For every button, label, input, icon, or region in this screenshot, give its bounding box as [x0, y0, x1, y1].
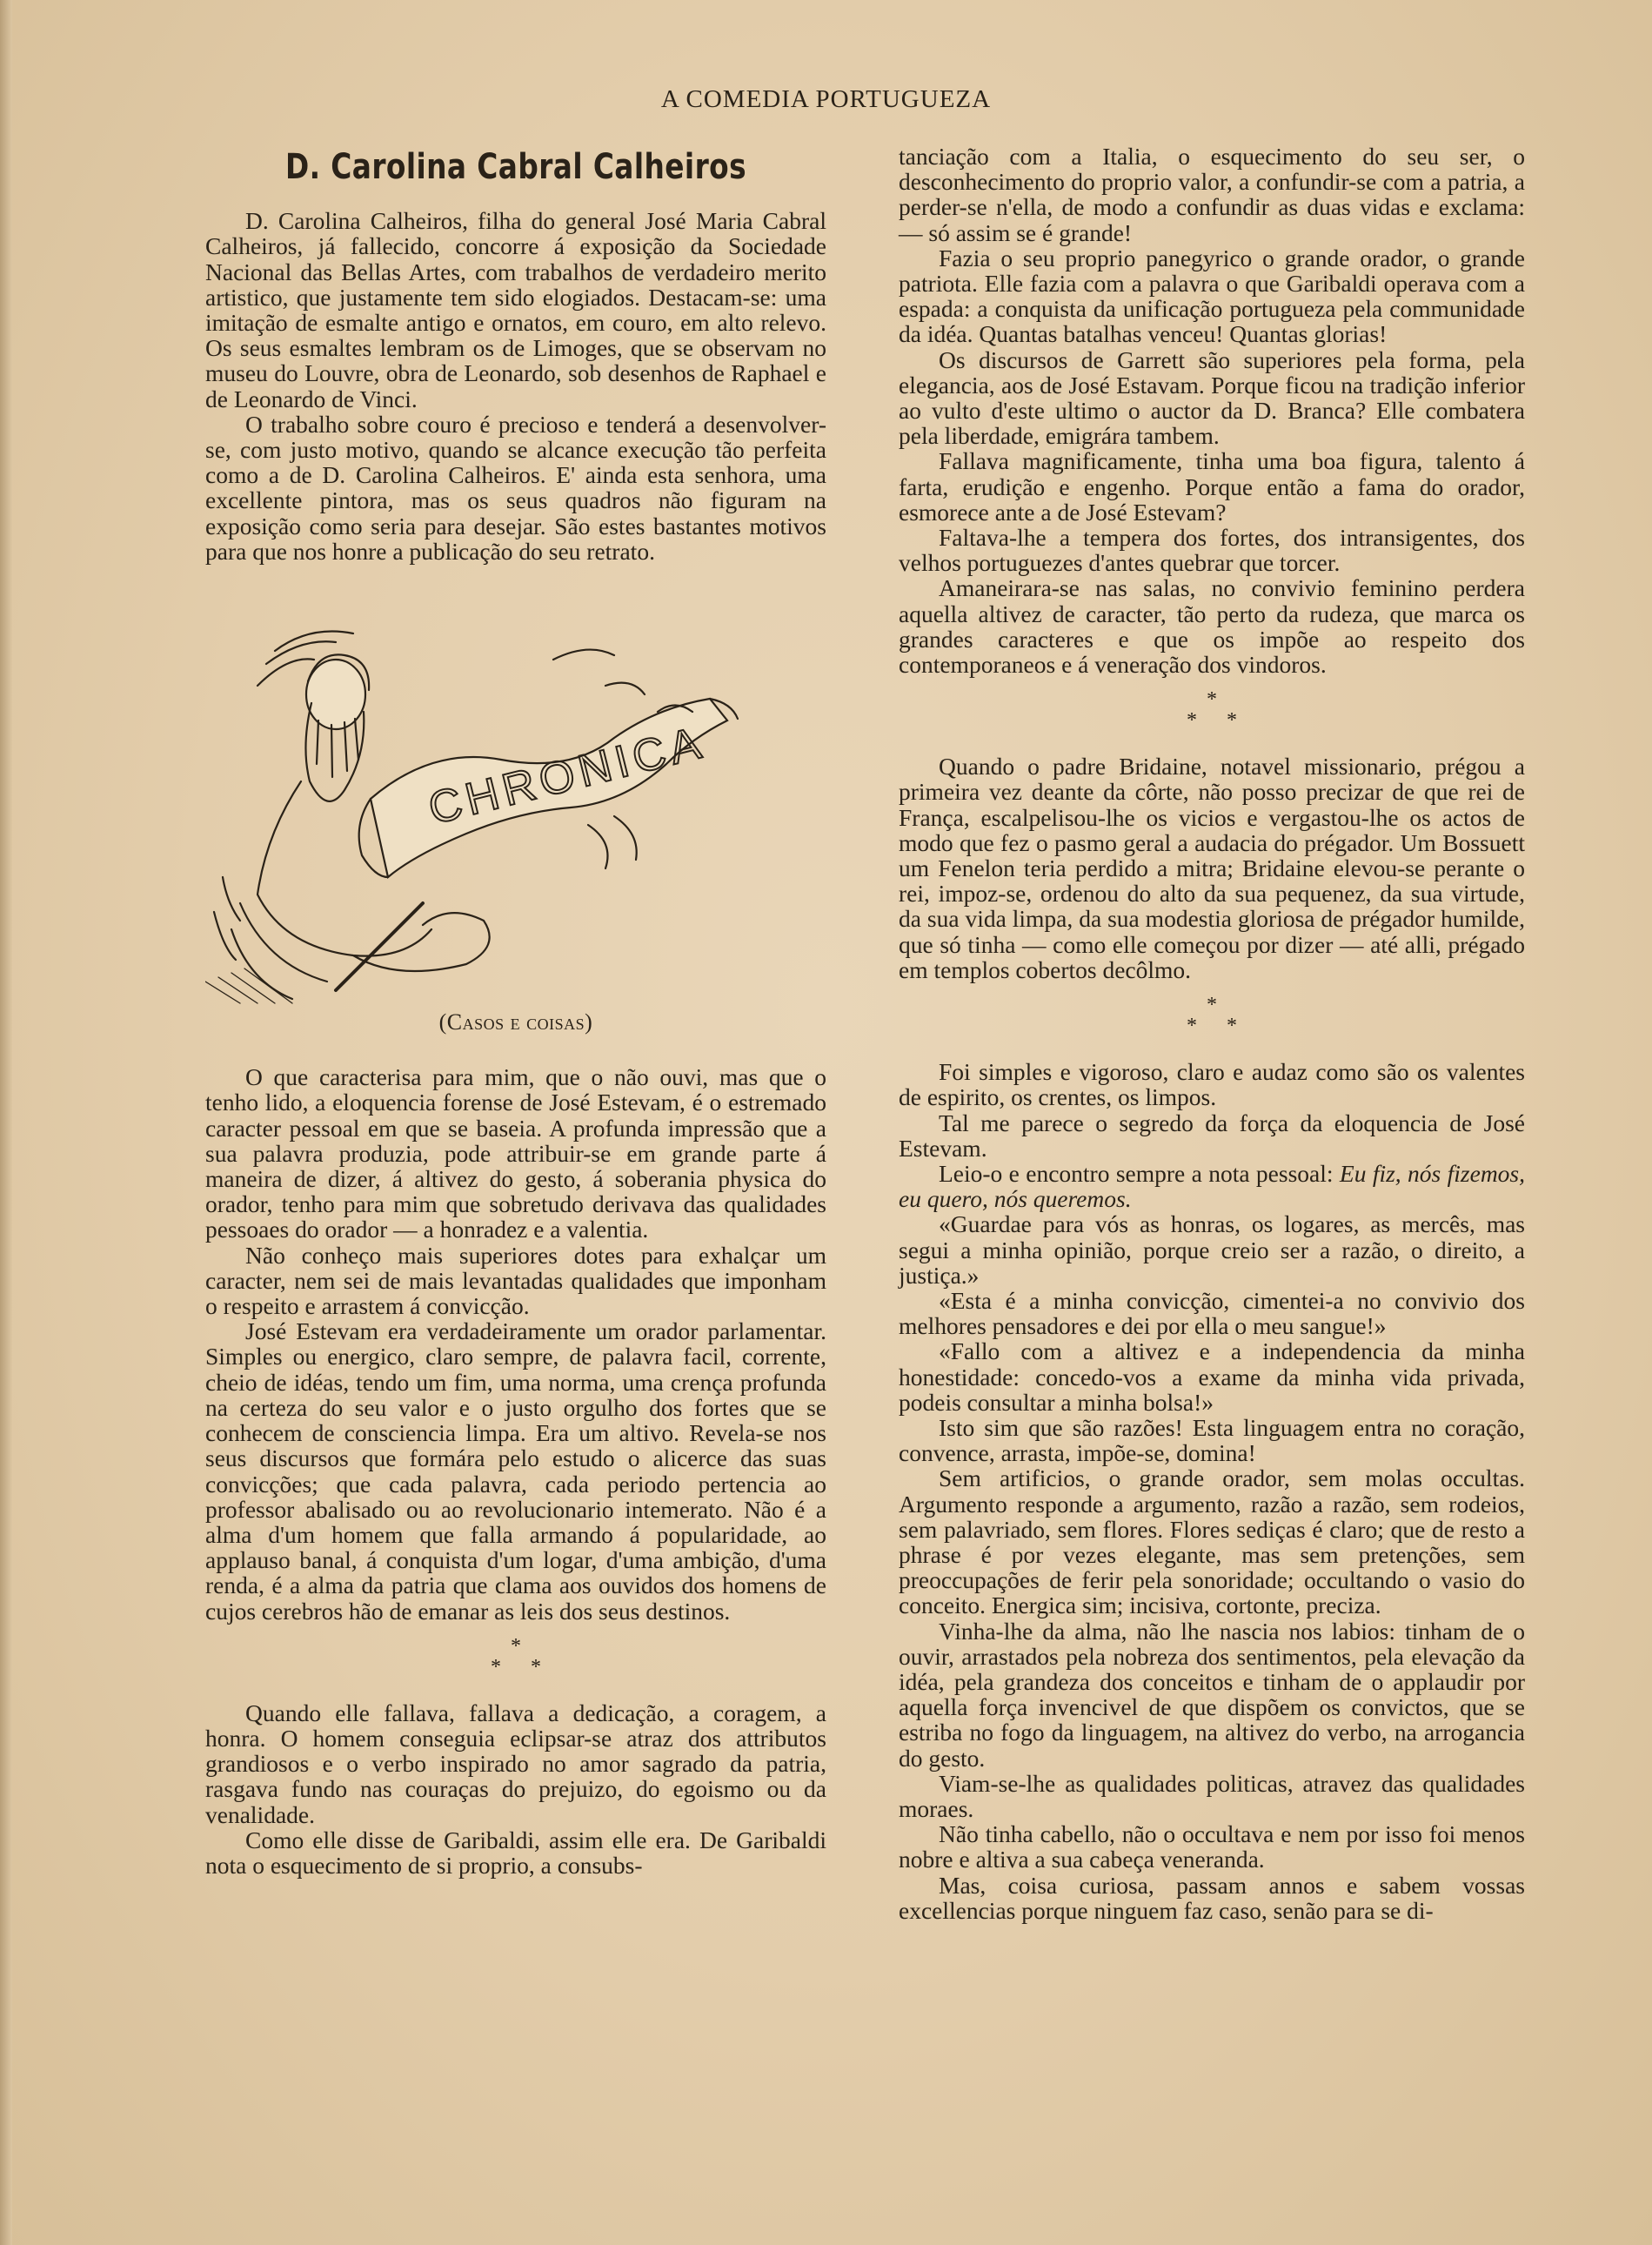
body-paragraph: Vinha-lhe da alma, não lhe nascia nos labios: tinham de o ouvir, arrastados pela nobreza dos sentimentos, pela elevação da idéa, pela grandeza dos conceitos e tinham de o applaudir por aquella força invencivel de que dispõem os convictos, que se estriba no fogo da linguagem, na altivez do verbo, na arrogancia do gesto. — [899, 1617, 1525, 1772]
body-paragraph: José Estevam era verdadeiramente um orador parlamentar. Simples ou energico, claro sempre, de palavra facil, corrente, cheio de idéas, tendo um fim, uma norma, uma crença profunda na certeza do seu valor e o justo orgulho dos fortes que se conhecem de consciencia limpa. Era um altivo. Revela-se nos seus discursos que formára pelo estudo o alicerce das suas convicções; que cada palavra, cada periodo pertencia ao professor abalisado ou ao revolucionario intemerato. Não é a alma d'um homem que falla armando á popularidade, ao applauso banal, á conquista d'um logar, d'uma ambição, d'uma renda, é a alma da patria que clama aos ouvidos dos homens de cujos cerebros hão de emanar as leis dos seus destinos. — [205, 1317, 826, 1625]
body-paragraph: «Fallo com a altivez e a independencia da minha honestidade: concedo-vos a exame da minha vida privada, podeis consultar a minha bolsa!» — [899, 1337, 1525, 1416]
body-paragraph: Os discursos de Garrett são superiores pela forma, pela elegancia, aos de José Estavam. Porque ficou na tradição inferior ao vulto d'este ultimo o auctor da D. Branca? Elle combatera pela liberdade, emigrára tambem. — [899, 345, 1525, 450]
running-head: A COMEDIA PORTUGUEZA — [660, 85, 992, 113]
body-paragraph: Isto sim que são razões! Esta linguagem entra no coração, convence, arrasta, impõe-se, domina! — [899, 1413, 1525, 1467]
right-column — [899, 144, 1525, 1923]
body-paragraph: Faltava-lhe a tempera dos fortes, dos intransigentes, dos velhos portuguezes d'antes quebrar que torcer. — [899, 524, 1525, 577]
body-paragraph: Foi simples e vigoroso, claro e audaz como são os valentes de espirito, os crentes, os limpos. — [899, 1058, 1525, 1111]
chronica-illustration — [205, 616, 826, 1008]
intro-paragraph: O trabalho sobre couro é precioso e tenderá a desenvolver-se, com justo motivo, quando se alcance execução tão perfeita como a de D. Carolina Calheiros. E' ainda esta senhora, uma excellente pintora, mas os seus quadros não figuram na exposição como seria para desejar. São estes bastantes motivos para que nos honre a publicação do seu retrato. — [205, 410, 826, 565]
section-divider: * ** — [1187, 688, 1267, 733]
body-paragraph: Mas, coisa curiosa, passam annos e sabem vossas excellencias porque ninguem faz caso, senão para se di- — [899, 1871, 1525, 1924]
body-paragraph: «Guardae para vós as honras, os logares, as mercês, mas segui a minha opinião, porque creio ser a razão, o direito, a justiça.» — [899, 1210, 1525, 1289]
body-paragraph: tanciação com a Italia, o esquecimento do seu ser, o desconhecimento do proprio valor, a confundir-se com a patria, a perder-se n'ella, de modo a confundir as duas vidas e exclama: — só assim se é grande! — [899, 143, 1525, 246]
body-paragraph: Como elle disse de Garibaldi, assim elle era. De Garibaldi nota o esquecimento de si proprio, a consubs- — [205, 1826, 826, 1879]
body-paragraph: Sem artificios, o grande orador, sem molas occultas. Argumento responde a argumento, razão a razão, sem rodeios, sem palavriado, sem flores. Flores sediças é claro; que de resto a phrase é por vezes elegante, mas sem pretenções, sem preoccupações de ferir pela sonoridade; occultando o vasio do conceito. Energica sim; incisiva, cortonte, preciza. — [899, 1464, 1525, 1619]
body-paragraph: Viam-se-lhe as qualidades politicas, atravez das qualidades moraes. — [899, 1769, 1525, 1822]
italic-quote: Eu fiz, nós fizemos, eu quero, nós queremos. — [899, 1159, 1526, 1213]
section-divider: * ** — [1187, 994, 1267, 1038]
body-paragraph: Quando o padre Bridaine, notavel missionario, prégou a primeira vez deante da côrte, não posso precizar de que rei de França, escalpelisou-lhe os vicios e vergastou-lhe os actos de modo que fez o pasmo geral a audacia do prégador. Um Bossuett um Fenelon teria perdido a mitra; Bridaine elevou-se perante o rei, impoz-se, ordenou do alto da sua pequenez, da sua virtude, da sua vida limpa, da sua modestia gloriosa de prégador humilde, que só tinha — como elle começou por dizer — até alli, prégado em templos cobertos decôlmo. — [899, 753, 1525, 983]
intro-paragraph: D. Carolina Calheiros, filha do general José Maria Cabral Calheiros, já fallecido, concorre á exposição da Sociedade Nacional das Bellas Artes, com trabalhos de verdadeiro merito artistico, que justamente tem sido elogiados. Destacam-se: uma imitação de esmalte antigo e ornatos, em couro, em alto relevo. Os seus esmaltes lembram os de Limoges, que se observam no museu do Louvre, obra de Leonardo, sob desenhos de Raphael e de Leonardo de Vinci. — [205, 207, 826, 412]
quote-intro-paragraph: Leio-o e encontro sempre a nota pessoal: Eu fiz, nós fizemos, eu quero, nós queremos. — [899, 1159, 1526, 1213]
body-paragraph: Amaneirara-se nas salas, no convivio feminino perdera aquella altivez de caracter, tão perto da rudeza, que marca os grandes caracteres e que os impõe ao respeito dos contemporaneos e á veneração dos vindoros. — [899, 574, 1525, 679]
body-paragraph: Fallava magnificamente, tinha uma boa figura, talento á farta, erudição e engenho. Porque então a fama do orador, esmorece ante a de José Estevam? — [899, 447, 1525, 526]
body-paragraph: Tal me parece o segredo da força da eloquencia de José Estevam. — [899, 1109, 1525, 1162]
chronica-drawing — [205, 616, 826, 1008]
body-paragraph: «Esta é a minha convicção, cimentei-a no convivio dos melhores pensadores e dei por ella o meu sangue!» — [899, 1286, 1525, 1340]
body-paragraph: Não tinha cabello, não o occultava e nem por isso foi menos nobre e altiva a sua cabeça veneranda. — [899, 1820, 1525, 1873]
body-paragraph: O que caracterisa para mim, que o não ouvi, mas que o tenho lido, a eloquencia forense de José Estevam, é o estremado caracter pessoal em que se baseia. A profunda impressão que a sua palavra produzia, pode attribuir-se em grande parte á maneira de dizer, á altivez do gesto, á soberania physica do orador, tenho para mim que sobretudo derivava das qualidades pessoaes do orador — a honradez e a valentia. — [205, 1063, 826, 1243]
left-column — [205, 139, 826, 1878]
article-headline: D. Carolina Cabral Calheiros — [284, 147, 747, 187]
body-paragraph: Quando elle fallava, fallava a dedicação, a coragem, a honra. O homem conseguia eclipsar-se atraz dos attributos grandiosos e o verbo inspirado no amor sagrado da patria, rasgava fundo nas couraças do prejuizo, do egoismo ou da venalidade. — [205, 1699, 826, 1828]
illustration-caption: (Casos e coisas) — [438, 1009, 593, 1035]
body-paragraph: Não conheço mais superiores dotes para exhalçar um caracter, nem sei de mais levantadas qualidades que imponham o respeito e arrastem á convicção. — [205, 1241, 826, 1320]
section-divider: * ** — [491, 1634, 571, 1679]
banner-word: CHRONICA — [424, 717, 711, 835]
body-paragraph: Fazia o seu proprio panegyrico o grande orador, o grande patriota. Elle fazia com a palavra o que Garibaldi operava com a espada: a conquista da unificação portugueza pela communidade da idéa. Quantas batalhas venceu! Quantas glorias! — [899, 244, 1525, 348]
